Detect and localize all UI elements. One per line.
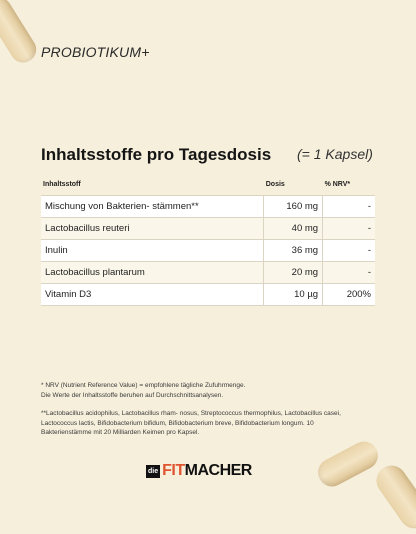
ingredient-cell: Vitamin D3 [41,284,264,306]
ingredient-cell: Inulin [41,240,264,262]
ingredient-cell: Lactobacillus plantarum [41,262,264,284]
logo-accent: FIT [162,462,185,479]
nrv-cell: - [323,196,375,218]
table-row [41,240,375,262]
dose-cell: 40 mg [264,218,323,240]
ingredients-table [41,180,375,306]
header-nrv: % NRV* [324,181,351,188]
logo-wordmark: MACHER [184,462,252,479]
table-row [41,218,375,240]
logo-prefix: die [146,465,160,478]
dose-note: (= 1 Kapsel) [297,146,373,162]
footnotes [41,381,341,447]
header-ingredient: Inhaltsstoff [43,181,81,188]
nrv-footnote-line1: * NRV (Nutrient Reference Value) = empfohlene tägliche Zufuhrmenge. [41,382,246,389]
ingredient-cell: Lactobacillus reuteri [41,218,264,240]
table-row [41,284,375,306]
nrv-footnote [41,381,341,400]
page-title: Inhaltsstoffe pro Tagesdosis [41,145,272,164]
nrv-cell: - [323,240,375,262]
dose-cell: 10 µg [264,284,323,306]
table-row [41,262,375,284]
table-row [41,196,375,218]
nrv-cell: - [323,218,375,240]
dose-cell: 36 mg [264,240,323,262]
capsule-decoration [371,460,416,534]
product-name: PROBIOTIKUM+ [41,44,150,60]
brand-logo [146,462,252,480]
nrv-footnote-line2: Die Werte der Inhaltsstoffe beruhen auf Durchschnittsanalysen. [41,391,224,399]
nrv-cell: - [323,262,375,284]
nrv-cell: 200% [323,284,375,306]
ingredient-cell: Mischung von Bakterien- stämmen** [41,196,264,218]
dose-cell: 20 mg [264,262,323,284]
capsule-decoration [0,0,41,67]
table-header-row [41,180,375,196]
dose-cell: 160 mg [264,196,323,218]
header-dose: Dosis [265,181,285,188]
strains-footnote: **Lactobacillus acidophilus, Lactobacillus rham- nosus, Streptococcus thermophilus, Lactobacillus casei, Lactococcus lactis, Bifidobacterium bifidum, Bifidobacterium breve, Bifidobacterium longum. 10 Bakterienstämme mit 20 Milliarden Keimen pro Kapsel. [41,410,341,436]
